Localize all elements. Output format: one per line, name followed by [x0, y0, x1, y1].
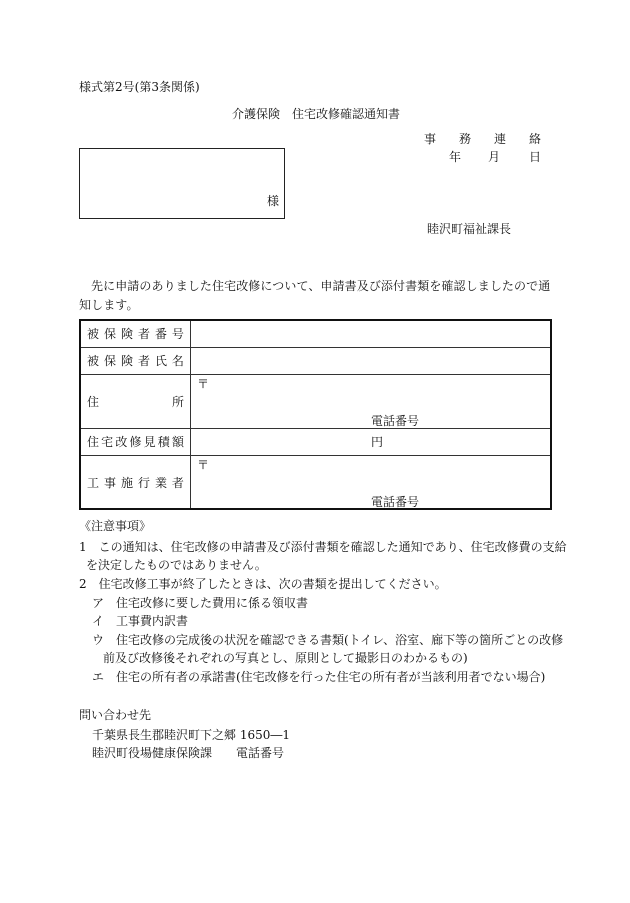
- label-text: [87, 328, 184, 340]
- label-text: [87, 477, 184, 489]
- row-label: [80, 455, 191, 509]
- unit-yen: 円: [371, 434, 384, 449]
- label-char: 険: [120, 327, 133, 341]
- row-label: [80, 347, 191, 374]
- table-row: [80, 320, 551, 347]
- body-text: 先に申請のありました住宅改修について、申請書及び添付書類を確認しましたので通知します。: [79, 279, 551, 312]
- note-sub-u-cont: 前及び改修後それぞれの写真とし、原則として撮影日のわかるもの): [103, 651, 468, 665]
- label-char: 工: [87, 475, 100, 490]
- label-char: 施: [120, 475, 133, 490]
- label-char: 保: [103, 353, 116, 368]
- label-char: 号: [171, 327, 184, 341]
- label-text: [87, 436, 184, 448]
- note-sub-e: エ 住宅の所有者の承諾書(住宅改修を行った住宅の所有者が当該利用者でない場合): [92, 670, 546, 684]
- note-sub-i: イ 工事費内訳書: [92, 614, 189, 628]
- row-label: [80, 428, 191, 455]
- date-month: 月: [488, 150, 501, 164]
- label-char: 保: [103, 327, 116, 341]
- table-row: [80, 455, 551, 509]
- label-char: 名: [171, 353, 184, 368]
- label-char: 見: [143, 434, 156, 449]
- address-field[interactable]: [191, 374, 552, 428]
- label-char: 宅: [101, 434, 114, 449]
- contact-heading: 問い合わせ先: [79, 708, 152, 722]
- label-char: 住: [87, 394, 100, 409]
- label-char: 額: [171, 434, 184, 449]
- label-char: 事: [103, 475, 116, 490]
- postal-mark: 〒: [197, 457, 210, 472]
- label-char: 修: [129, 434, 142, 449]
- label-char: 険: [120, 353, 133, 368]
- label-text: [87, 396, 184, 408]
- office-char: 連: [494, 132, 507, 146]
- label-char: 番: [154, 327, 167, 341]
- issuer: 睦沢町福祉課長: [427, 222, 512, 236]
- row-label: [80, 374, 191, 428]
- office-char: 務: [459, 132, 472, 146]
- phone-label: 電話番号: [371, 494, 420, 509]
- label-char: 改: [115, 434, 128, 449]
- note-sub-a: ア 住宅改修に要した費用に係る領収書: [92, 596, 309, 610]
- label-char: 者: [171, 475, 184, 490]
- table-row: [80, 347, 551, 374]
- office-char: 絡: [529, 132, 542, 146]
- label-char: 住: [87, 434, 100, 449]
- contact-dept: 睦沢町役場健康保険課 電話番号: [92, 746, 285, 760]
- label-char: 者: [137, 353, 150, 368]
- recipient-suffix: 様: [266, 194, 279, 208]
- date-day: 日: [529, 150, 542, 164]
- contact-address: 千葉県長生郡睦沢町下之郷 1650―1: [92, 728, 290, 742]
- form-number: 様式第2号(第3条関係): [79, 80, 200, 94]
- estimate-field[interactable]: [191, 428, 552, 455]
- label-char: 者: [137, 327, 150, 341]
- label-char: 積: [157, 434, 170, 449]
- label-char: 被: [87, 327, 100, 341]
- table-row: [80, 428, 551, 455]
- row-label: [80, 320, 191, 347]
- recipient-box[interactable]: [79, 148, 285, 219]
- label-char: 所: [171, 394, 184, 409]
- info-table: [79, 319, 552, 510]
- label-char: 氏: [154, 353, 167, 368]
- note-item-1: 1 この通知は、住宅改修の申請書及び添付書類を確認した通知であり、住宅改修費の支給: [79, 540, 567, 554]
- contractor-field[interactable]: [191, 455, 552, 509]
- insured-number-field[interactable]: [191, 320, 552, 347]
- label-char: 業: [154, 475, 167, 490]
- date-year: 年: [449, 150, 462, 164]
- note-item-1-cont: を決定したものではありません。: [86, 558, 267, 572]
- insured-name-field[interactable]: [191, 347, 552, 374]
- postal-mark: 〒: [197, 376, 210, 391]
- notes-heading: 《注意事項》: [79, 519, 152, 533]
- note-item-2: 2 住宅改修工事が終了したときは、次の書類を提出してください。: [79, 577, 447, 591]
- label-char: 行: [137, 475, 150, 490]
- document-title: 介護保険 住宅改修確認通知書: [232, 107, 401, 121]
- phone-label: 電話番号: [371, 413, 420, 428]
- label-text: [87, 355, 184, 367]
- note-sub-u: ウ 住宅改修の完成後の状況を確認できる書類(トイレ、浴室、廊下等の箇所ごとの改修: [92, 633, 564, 647]
- office-char: 事: [424, 132, 437, 146]
- table-row: [80, 374, 551, 428]
- label-char: 被: [87, 353, 100, 368]
